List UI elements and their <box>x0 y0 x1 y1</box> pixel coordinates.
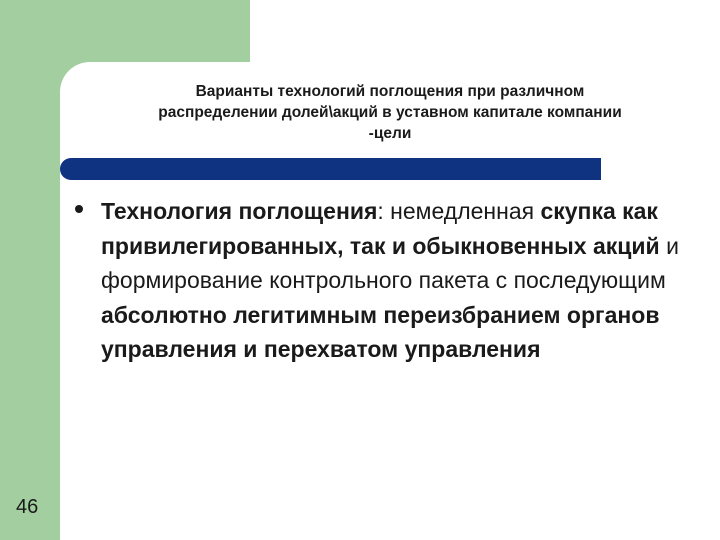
bullet-segment-4: и формирование контрольного пакета с последующим <box>101 232 679 293</box>
title-line-3: -цели <box>368 125 412 142</box>
title-line-1: Варианты технологий поглощения при различном <box>195 83 585 100</box>
bullet-segment-2: : немедленная <box>377 198 541 224</box>
title-divider-bar <box>60 158 601 180</box>
bullet-segment-3: скупка как привилегированных, так и обыкновенных акций <box>101 198 660 259</box>
title-line-2: распределении долей\акций в уставном капитале компании <box>158 104 622 121</box>
bullet-segment-1: Технология поглощения <box>101 198 378 224</box>
page-number: 46 <box>16 496 39 518</box>
bullet-text <box>101 194 681 367</box>
bullet-icon <box>75 205 83 213</box>
slide-title <box>60 81 720 144</box>
bullet-segment-5: абсолютно легитимным переизбранием органов управления и перехватом управления <box>101 301 660 362</box>
